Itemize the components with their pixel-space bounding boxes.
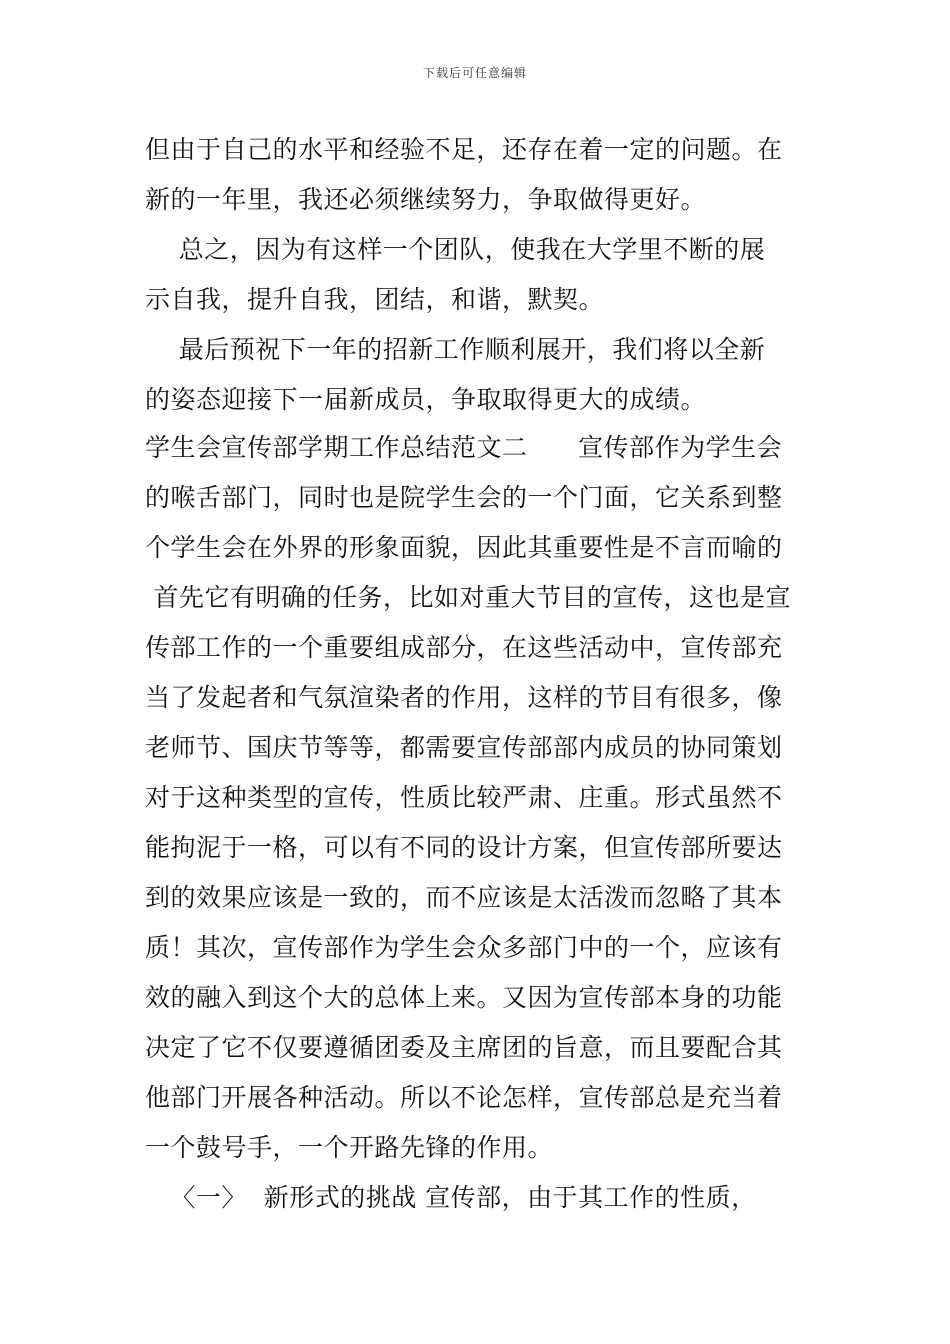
page-header: 下载后可任意编辑 (422, 66, 527, 80)
text-line: 总之，因为有这样一个团队，使我在大学里不断的展 (145, 235, 766, 264)
text-line: 能拘泥于一格，可以有不同的设计方案，但宣传部所要达 (145, 833, 783, 862)
subsection-line: 〈一〉 新形式的挑战 宣传部，由于其工作的性质， (145, 1183, 757, 1212)
text-line: 最后预祝下一年的招新工作顺利展开，我们将以全新 (145, 335, 766, 364)
text-line: 传部工作的一个重要组成部分，在这些活动中，宣传部充 (145, 633, 783, 662)
text-line: 老师节、国庆节等等，都需要宣传部部内成员的协同策划 (145, 733, 783, 762)
text-line: 首先它有明确的任务，比如对重大节目的宣传，这也是宣 (145, 583, 791, 612)
text-line: 但由于自己的水平和经验不足，还存在着一定的问题。在 (145, 135, 783, 164)
text-line: 质！其次，宣传部作为学生会众多部门中的一个，应该有 (145, 933, 783, 962)
text-line: 他部门开展各种活动。所以不论怎样，宣传部总是充当着 (145, 1083, 783, 1112)
text-line: 对于这种类型的宣传，性质比较严肃、庄重。形式虽然不 (145, 783, 783, 812)
text-line: 一个鼓号手，一个开路先锋的作用。 (145, 1133, 554, 1162)
text-line: 的姿态迎接下一届新成员，争取取得更大的成绩。 (145, 385, 707, 414)
text-line: 当了发起者和气氛渲染者的作用，这样的节目有很多，像 (145, 683, 783, 712)
text-line: 决定了它不仅要遵循团委及主席团的旨意，而且要配合其 (145, 1033, 783, 1062)
text-line: 效的融入到这个大的总体上来。又因为宣传部本身的功能 (145, 983, 783, 1012)
text-line: 示自我，提升自我，团结，和谐，默契。 (145, 285, 605, 314)
text-line: 到的效果应该是一致的，而不应该是太活泼而忽略了其本 (145, 883, 783, 912)
text-line: 的喉舌部门，同时也是院学生会的一个门面，它关系到整 (145, 483, 783, 512)
text-line: 个学生会在外界的形象面貌，因此其重要性是不言而喻的 (145, 533, 783, 562)
text-line: 新的一年里，我还必须继续努力，争取做得更好。 (145, 185, 707, 214)
section-title-line: 学生会宣传部学期工作总结范文二 宣传部作为学生会 (145, 433, 783, 462)
